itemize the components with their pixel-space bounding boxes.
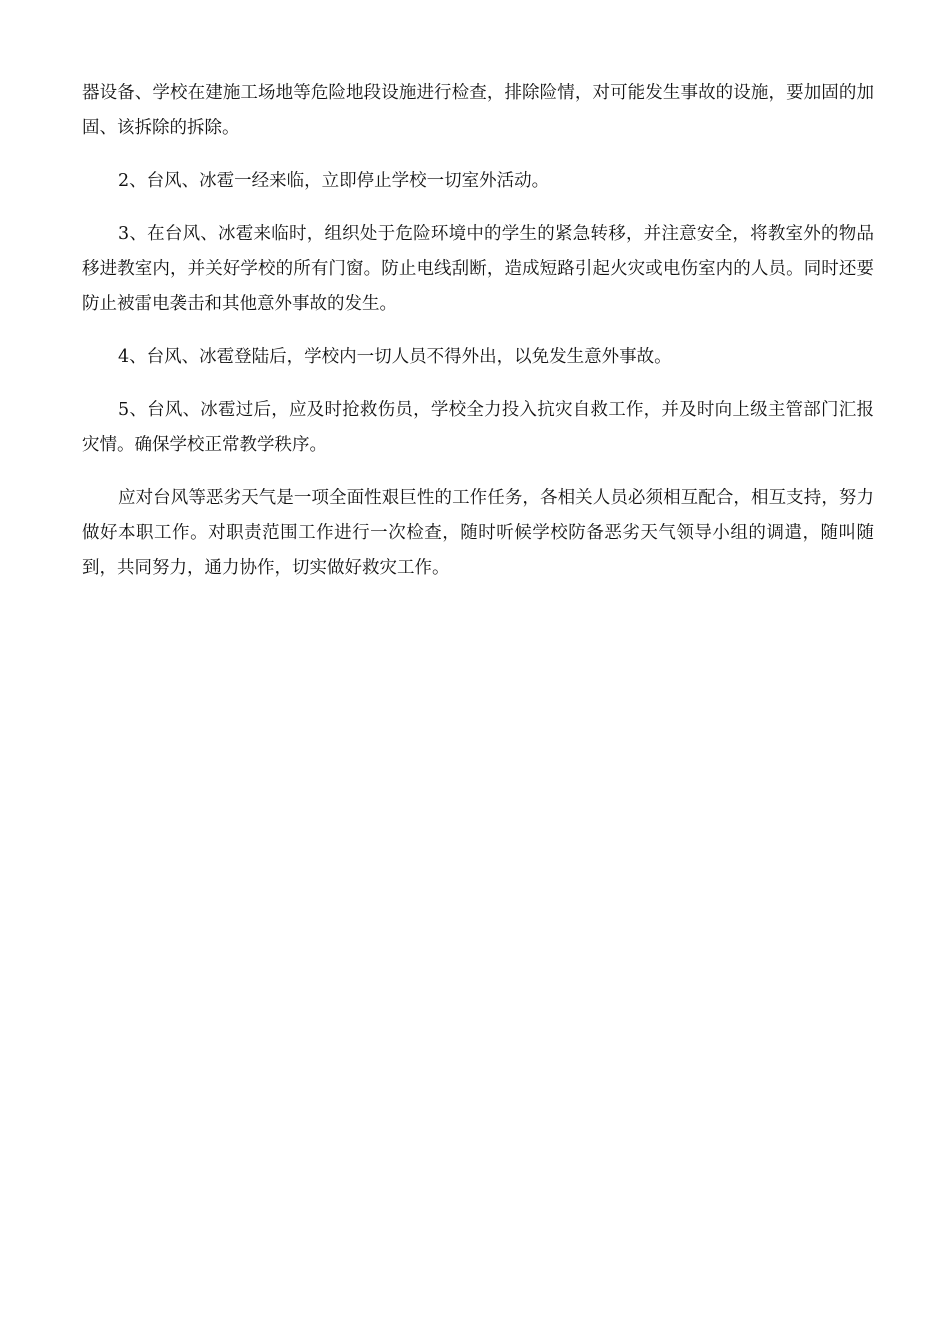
paragraph-continuation: 器设备、学校在建施工场地等危险地段设施进行检查，排除险情，对可能发生事故的设施，要加固的加固、该拆除的拆除。 [82,83,874,138]
paragraph-item-5: 5、台风、冰雹过后，应及时抢救伤员，学校全力投入抗灾自救工作，并及时向上级主管部门汇报灾情。确保学校正常教学秩序。 [82,400,874,455]
paragraph-conclusion: 应对台风等恶劣天气是一项全面性艰巨性的工作任务，各相关人员必须相互配合，相互支持，努力做好本职工作。对职责范围工作进行一次检查，随时听候学校防备恶劣天气领导小组的调遣，随叫随到，共同努力，通力协作，切实做好救灾工作。 [82,488,874,578]
document-body [82,76,874,604]
paragraph-item-3: 3、在台风、冰雹来临时，组织处于危险环境中的学生的紧急转移，并注意安全，将教室外的物品移进教室内，并关好学校的所有门窗。防止电线刮断，造成短路引起火灾或电伤室内的人员。同时还要防止被雷电袭击和其他意外事故的发生。 [82,224,874,314]
paragraph-item-2: 2、台风、冰雹一经来临，立即停止学校一切室外活动。 [118,171,550,191]
paragraph-item-4: 4、台风、冰雹登陆后，学校内一切人员不得外出，以免发生意外事故。 [118,347,672,367]
